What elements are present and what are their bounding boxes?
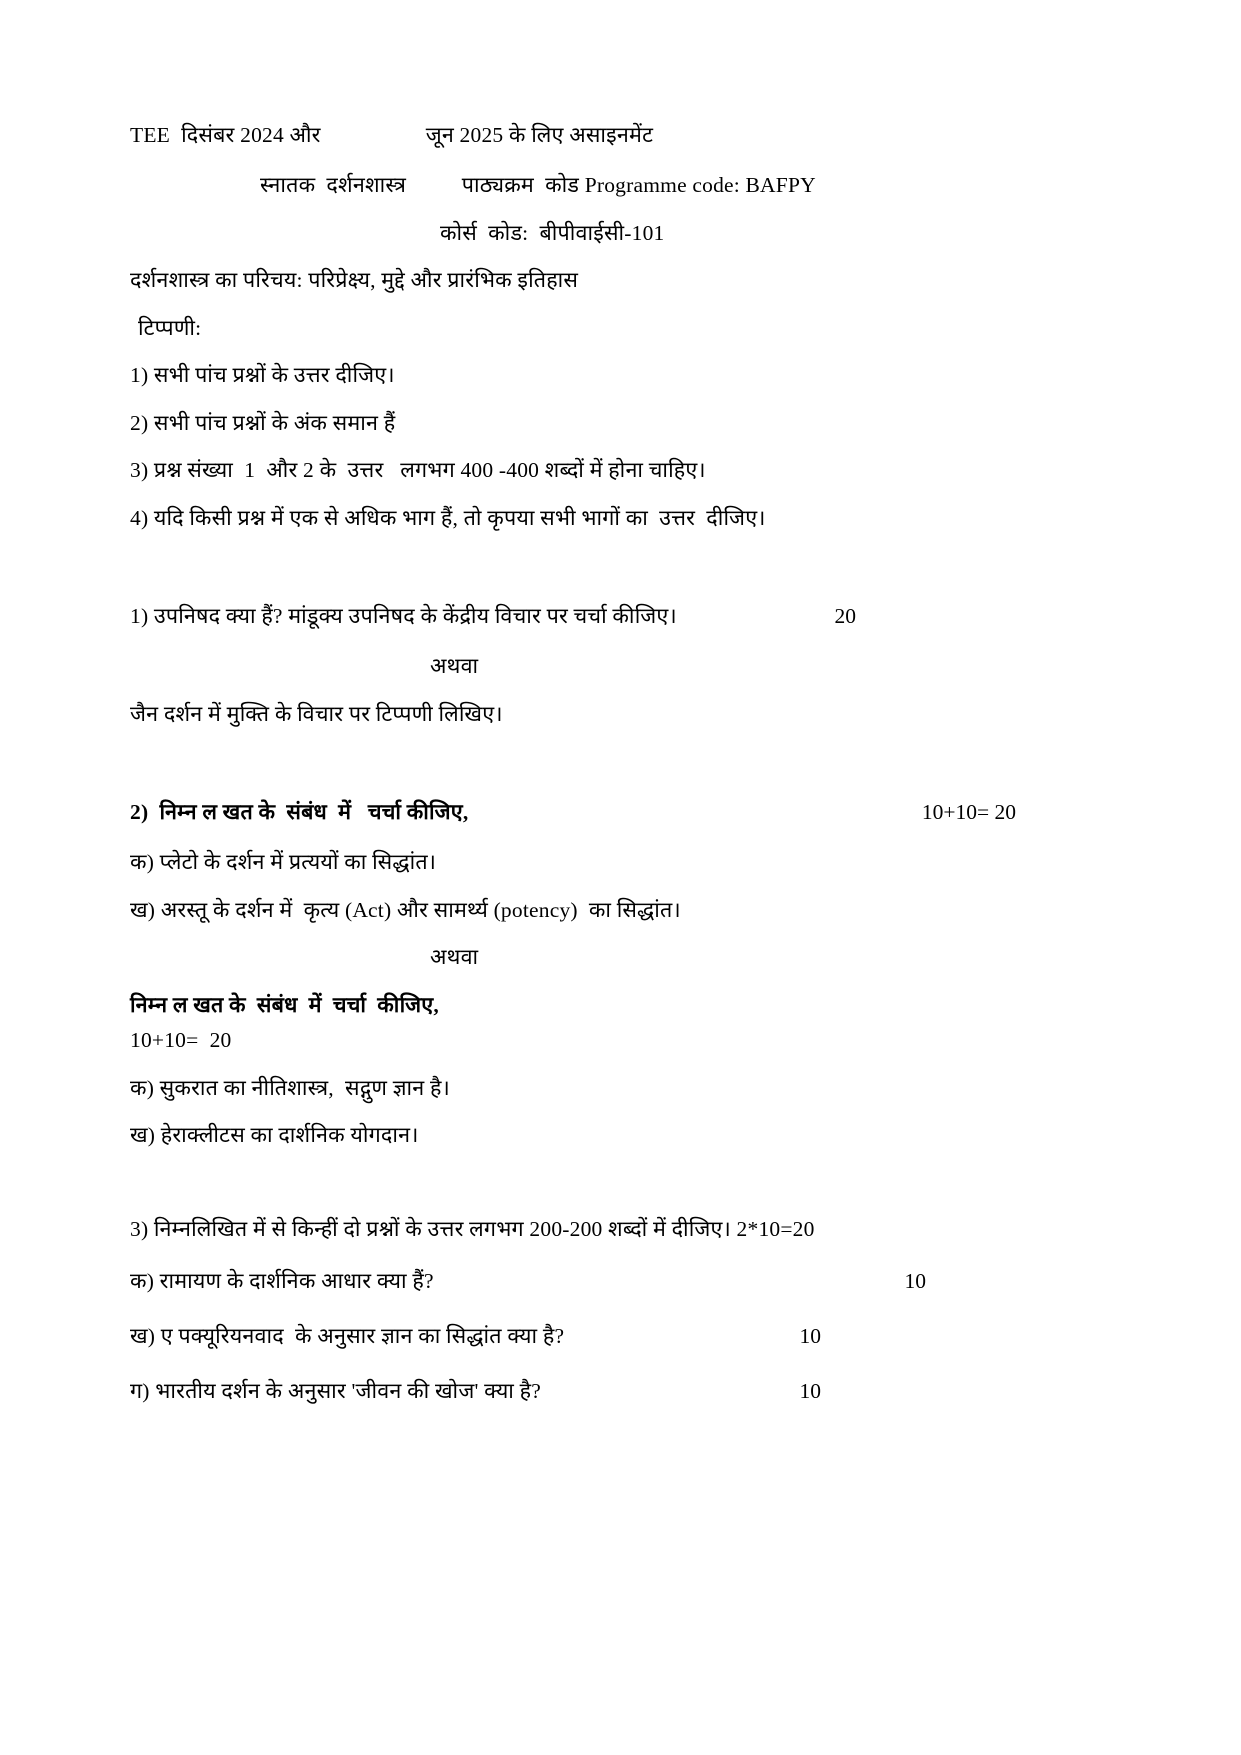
question-2-or-label: अथवा [430,945,479,969]
question-3-part-b: ख) ए पक्यूरियनवाद के अनुसार ज्ञान का सिद्धांत क्या है? [130,1324,565,1348]
question-2-alt-marks: 10+10= 20 [130,1028,232,1052]
question-2-text: 2) निम्न ल खत के संबंध में चर्चा कीजिए, [130,800,469,824]
question-3-part-a: क) रामायण के दार्शनिक आधार क्या हैं? [130,1269,434,1293]
course-title: दर्शनशास्त्र का परिचय: परिप्रेक्ष्य, मुद्दे और प्रारंभिक इतिहास [130,268,579,292]
question-3-text: 3) निम्नलिखित में से किन्हीं दो प्रश्नों के उत्तर लगभग 200-200 शब्दों में दीजिए। 2*10=20 [130,1216,815,1241]
question-3-part-b-marks: 10 [799,1324,821,1348]
note-item-4: 4) यदि किसी प्रश्न में एक से अधिक भाग हैं, तो कृपया सभी भागों का उत्तर दीजिए। [130,505,766,530]
question-2-alt-text: निम्न ल खत के संबंध में चर्चा कीजिए, [130,992,439,1017]
spacer-after-q2 [130,1173,1111,1219]
question-1-or-label: अथवा [430,654,479,678]
question-3-part-c-marks: 10 [799,1379,821,1403]
question-2-alt-part-a: क) सुकरात का नीतिशास्त्र, सद्गुण ज्ञान है। [130,1075,450,1100]
header-line-2: स्नातक दर्शनशास्त्र पाठ्यक्रम कोड Programme code: BAFPY [260,173,816,197]
header-line-3: कोर्स कोड: बीपीवाईसी-101 [440,220,665,245]
header-line-1 [130,120,1111,149]
question-3-part-a-marks: 10 [904,1269,926,1293]
question-1-marks: 20 [834,604,856,628]
question-2 [130,797,1111,826]
question-3-part-c-row [130,1376,1111,1405]
question-1-alternative: जैन दर्शन में मुक्ति के विचार पर टिप्पणी लिखिए। [130,701,503,726]
question-2-part-a: क) प्लेटो के दर्शन में प्रत्ययों का सिद्धांत। [130,850,437,874]
question-3-part-b-row [130,1321,1111,1350]
spacer-after-notes [130,555,1111,601]
header-line-1-part-2: जून 2025 के लिए असाइनमेंट [425,123,654,147]
question-3-part-c: ग) भारतीय दर्शन के अनुसार 'जीवन की खोज' क्या है? [130,1379,541,1403]
header-line-1-part-1: TEE दिसंबर 2024 और [130,123,321,147]
spacer-after-q1 [130,751,1111,797]
question-1-text: 1) उपनिषद क्या हैं? मांडूक्य उपनिषद के केंद्रीय विचार पर चर्चा कीजिए। [130,604,677,628]
question-2-part-b: ख) अरस्तू के दर्शन में कृत्य (Act) और सामर्थ्य (potency) का सिद्धांत। [130,897,681,922]
note-item-1: 1) सभी पांच प्रश्नों के उत्तर दीजिए। [130,363,395,387]
question-2-marks: 10+10= 20 [921,800,1016,824]
question-2-alt-part-b: ख) हेराक्लीटस का दार्शनिक योगदान। [130,1123,419,1147]
question-1 [130,601,1111,630]
note-item-2: 2) सभी पांच प्रश्नों के अंक समान हैं [130,410,396,435]
question-3-part-a-row [130,1266,1111,1295]
note-item-3: 3) प्रश्न संख्या 1 और 2 के उत्तर लगभग 400 -400 शब्दों में होना चाहिए। [130,458,706,482]
notes-heading: टिप्पणी: [138,315,202,340]
